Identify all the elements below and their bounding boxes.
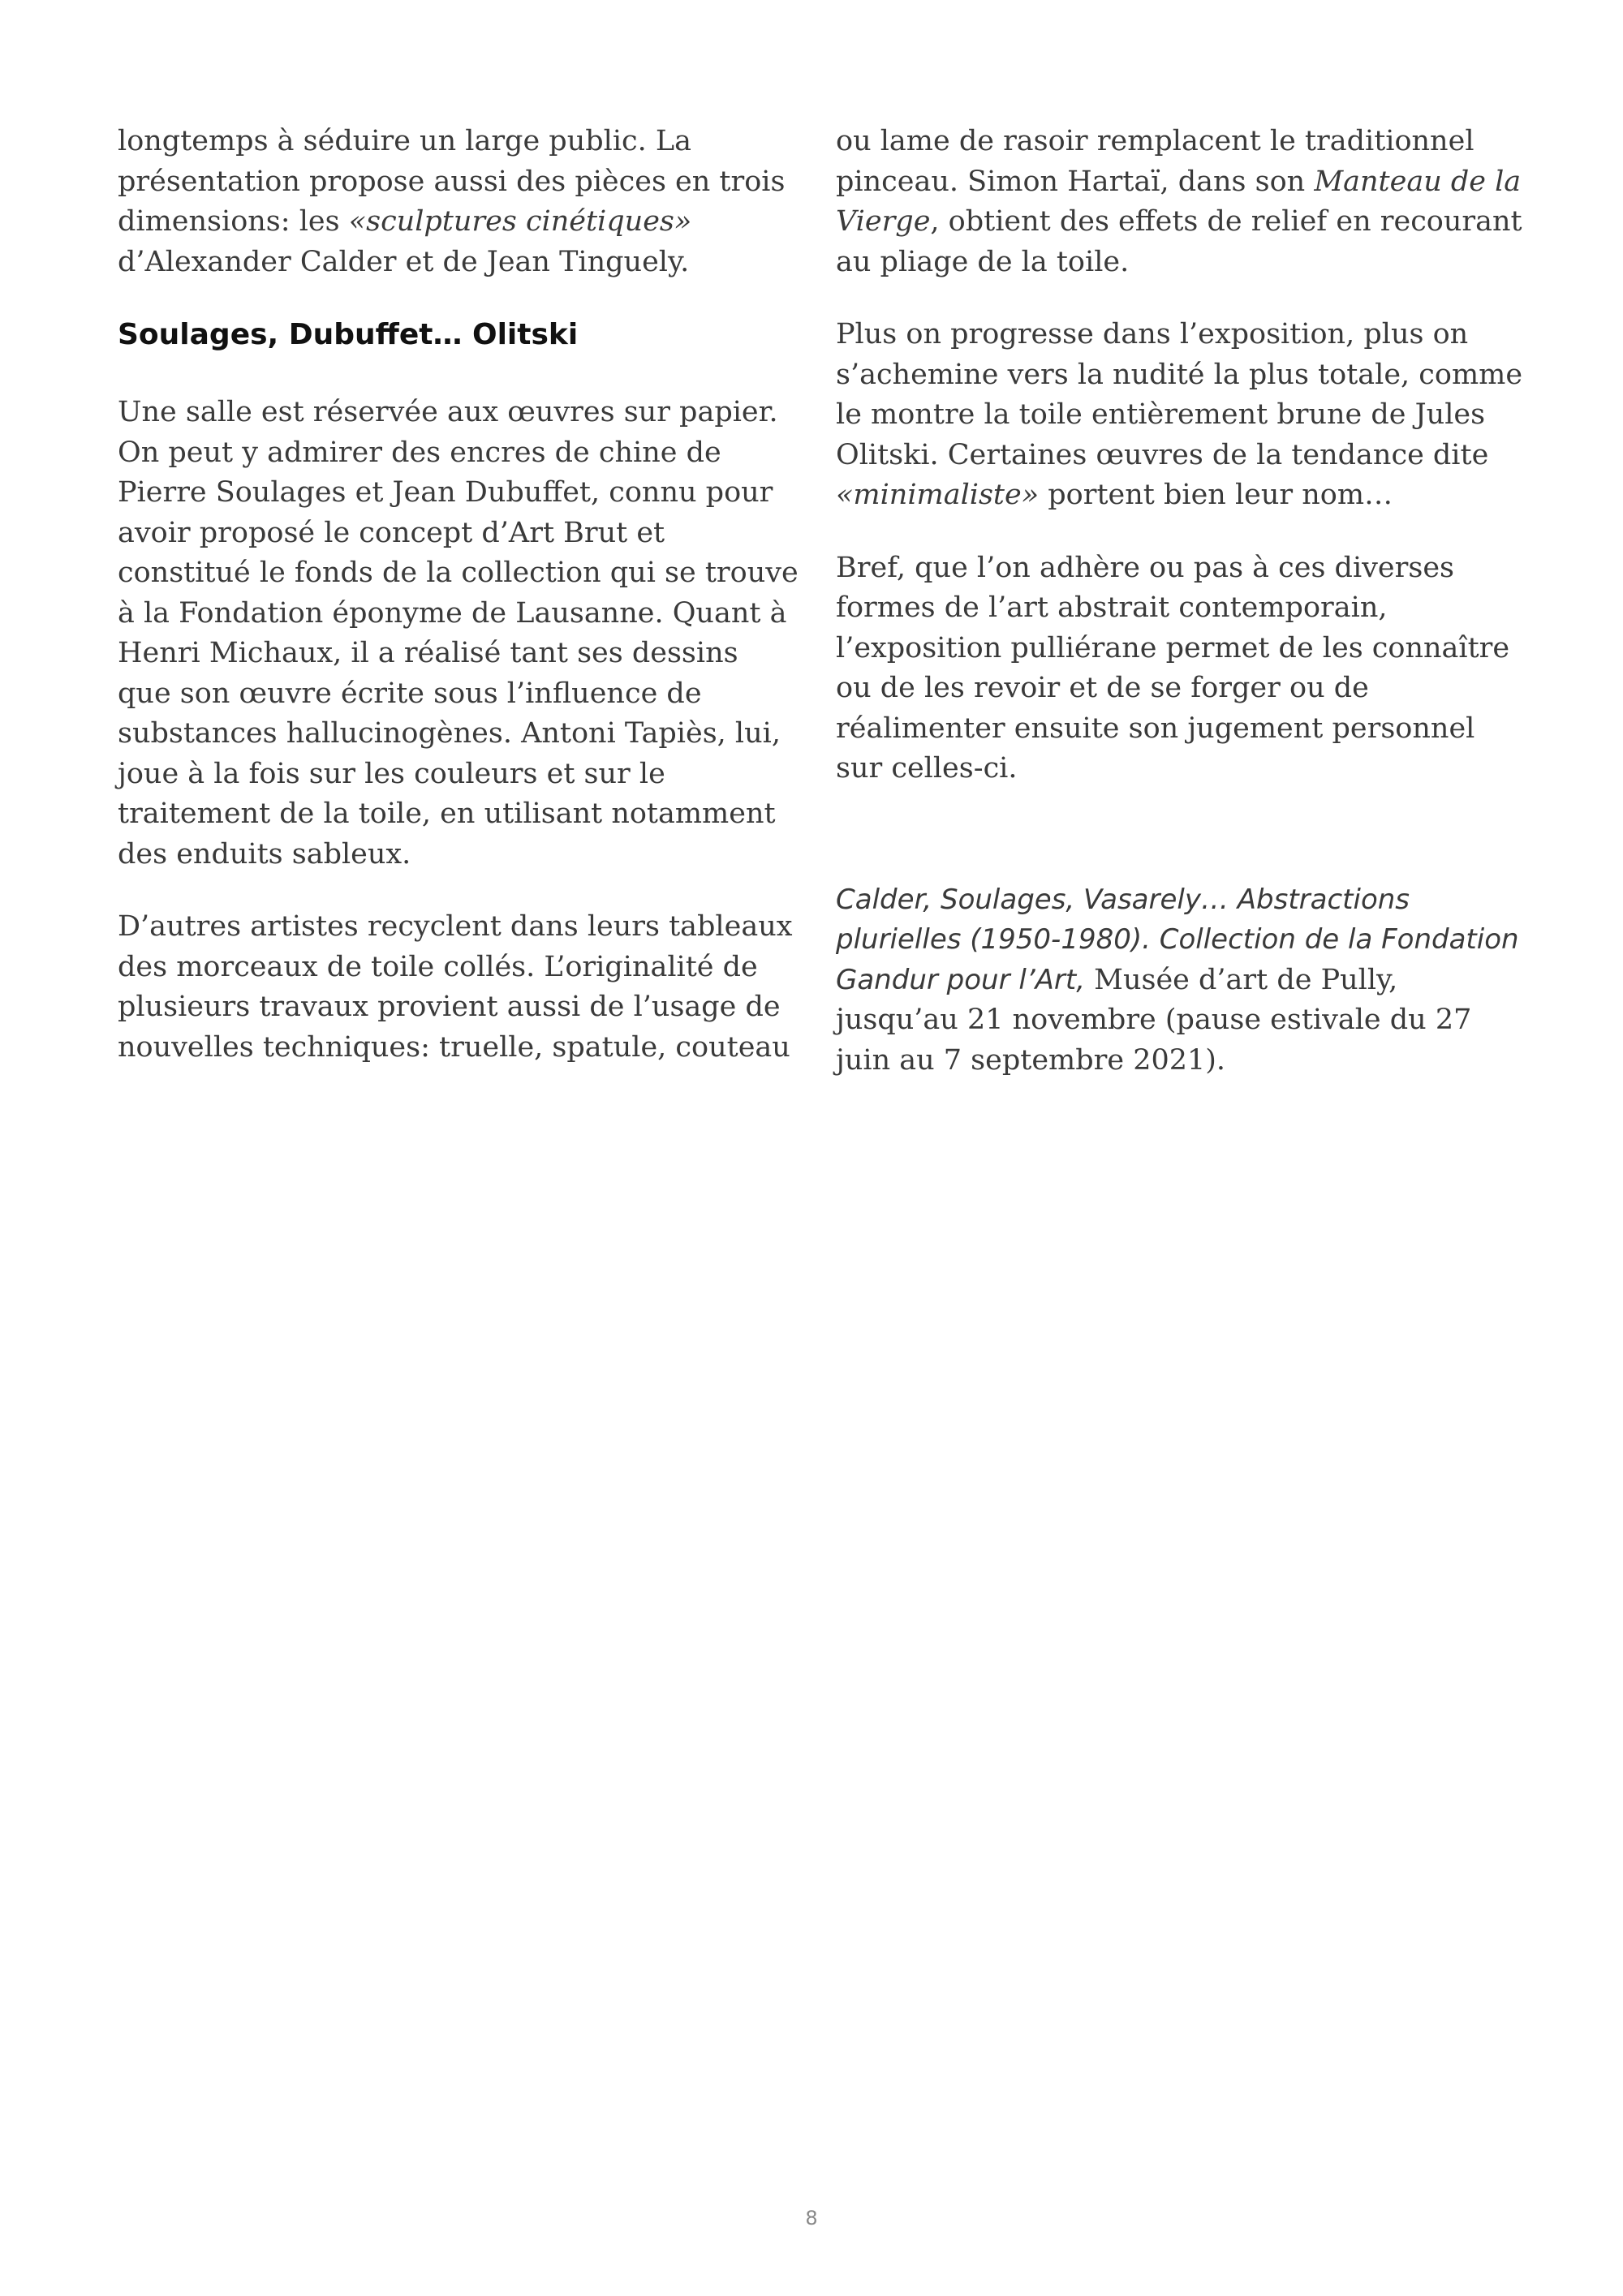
paragraph-works-on-paper: Une salle est réservée aux œuvres sur papier. On peut y admirer des encres de chine de Pierre Soulages et Jean Dubuffet, connu pour avoir proposé le concept d’Art Brut et constitué le fonds de la collection qui se trouve à la Fondation éponyme de Lausanne. Quant à Henri Michaux, il a réalisé tant ses dessins que son œuvre écrite sous l’influence de substances hallucinogènes. Antoni Tapiès, lui, joue à la fois sur les couleurs et sur le traitement de la toile, en utilisant notamment des enduits sableux. <box>118 396 799 871</box>
page-number: 8 <box>805 2207 818 2229</box>
paragraph-recycled-canvas: D’autres artistes recyclent dans leurs tableaux des morceaux de toile collés. L’originalité de plusieurs travaux provient aussi de l’usage de nouvelles techniques: truelle, spatule, couteau <box>118 910 793 1064</box>
exhibition-info-note: Calder, Soulages, Vasarely… Abstractions plurielles (1950-1980). Collection de la Fondation Gandur pour l’Art, Musée d’art de Pully, jusqu’au 21 novembre (pause estivale du 27 juin au 7 septembre 2021). <box>836 883 1519 1077</box>
artwork-title: Manteau de la Vierge <box>836 165 1522 238</box>
right-column <box>836 122 1526 1081</box>
sculptures-cinetiques-quote: «sculptures cinétiques» <box>348 205 692 238</box>
paragraph-conclusion: Bref, que l’on adhère ou pas à ces diverses formes de l’art abstrait contemporain, l’exposition pulliérane permet de les connaître ou de les revoir et de se forger ou de réalimenter ensuite son jugement personnel sur celles-ci. <box>836 551 1510 785</box>
minimaliste-quote: «minimaliste» <box>836 479 1040 511</box>
left-column <box>118 122 799 1068</box>
paragraph-minimalism: Plus on progresse dans l’exposition, plus on s’achemine vers la nudité la plus totale, comme le montre la toile entièrement brune de Jules Olitski. Certaines œuvres de la tendance dite «minimaliste» portent bien leur nom… <box>836 318 1523 511</box>
exhibition-title: Calder, Soulages, Vasarely… Abstractions plurielles (1950-1980). Collection de la Fondation Gandur pour l’Art, <box>836 883 1519 996</box>
section-heading: Soulages, Dubuffet… Olitski <box>118 318 579 351</box>
paragraph-techniques-continuation: ou lame de rasoir remplacent le traditionnel pinceau. Simon Hartaï, dans son Manteau de la Vierge, obtient des effets de relief en recourant au pliage de la toile. <box>836 125 1522 278</box>
spacer <box>836 822 1526 880</box>
paragraph-intro-continuation: longtemps à séduire un large public. La présentation propose aussi des pièces en trois dimensions: les «sculptures cinétiques» d’Alexander Calder et de Jean Tinguely. <box>118 125 786 278</box>
